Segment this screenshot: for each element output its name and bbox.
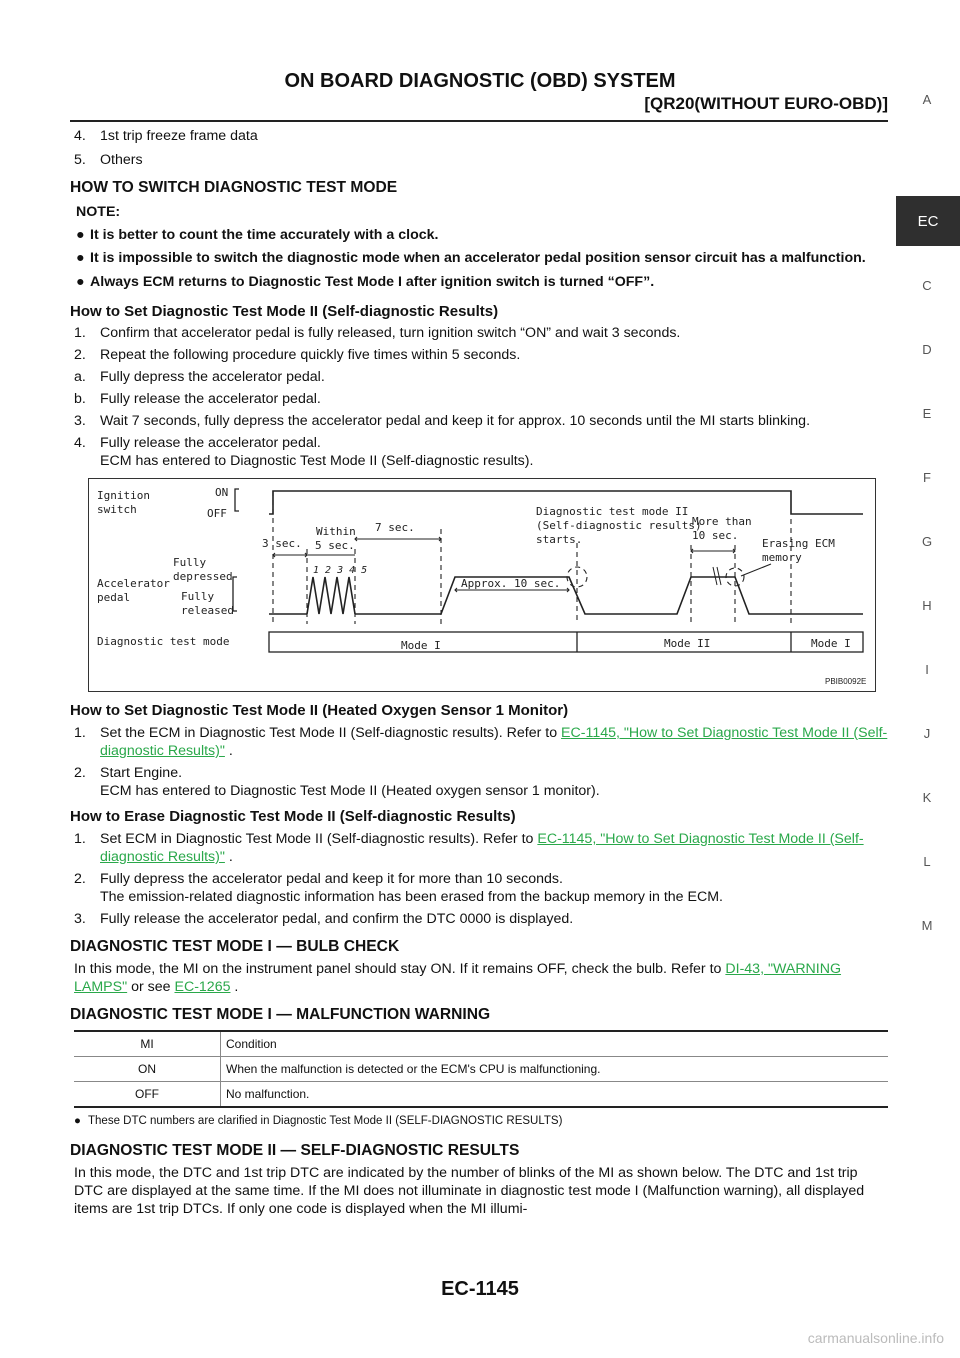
page-number: EC-1145: [441, 1278, 519, 1300]
step-item: 3. Wait 7 seconds, fully depress the accelerator pedal and keep it for approx. 10 seconds until the MI starts blinking.: [74, 413, 811, 429]
side-index-c[interactable]: C: [922, 278, 932, 293]
side-index-h[interactable]: H: [922, 598, 932, 613]
erasing-label: memory: [762, 551, 802, 564]
page-subtitle: [QR20(WITHOUT EURO-OBD)]: [644, 94, 888, 113]
three-sec-label: 3 sec.: [262, 537, 302, 550]
dtm2-label: Diagnostic test mode II: [536, 505, 689, 518]
step-item: 3. Fully release the accelerator pedal, and confirm the DTC 0000 is displayed.: [74, 911, 574, 927]
mode1-label: Mode I: [401, 639, 441, 652]
step-item: 1. Set ECM in Diagnostic Test Mode II (Self-diagnostic results). Refer to EC-1145, "How to Set Diagnostic Test Mode II (Self-diagnostic Results)" .: [74, 831, 864, 865]
figure-code: PBIB0092E: [825, 677, 867, 686]
link-ec1145[interactable]: EC-1145, "How to Set Diagnostic Test Mode II (Self-diagnostic Results)": [100, 725, 888, 759]
released-label: Fully: [181, 590, 215, 603]
link-ec1145[interactable]: EC-1145, "How to Set Diagnostic Test Mode II (Self-diagnostic Results)": [100, 831, 864, 865]
header-rule: [70, 120, 888, 122]
mode1b-label: Mode I: [811, 637, 851, 650]
section-heading: DIAGNOSTIC TEST MODE I — BULB CHECK: [70, 938, 400, 955]
timing-diagram: [88, 478, 876, 692]
side-index-i[interactable]: I: [925, 662, 929, 677]
released-label: released: [181, 604, 234, 617]
paragraph: In this mode, the DTC and 1st trip DTC are indicated by the number of blinks of the MI as shown below. The DTC and 1st trip DTC are displayed at the same time. If the MI does not illuminate in diagnostic test mode I (Malfunction warning), all displayed items are 1st trip DTCs. If only one code is displayed when the MI illumi-: [74, 1165, 865, 1217]
table-header: Condition: [221, 1031, 889, 1057]
page-content: [70, 124, 888, 1218]
ignition-label: switch: [97, 503, 137, 516]
step-item: a. Fully depress the accelerator pedal.: [74, 369, 325, 385]
step-item: 2. Start Engine. ECM has entered to Diagnostic Test Mode II (Heated oxygen sensor 1 monitor).: [74, 765, 600, 799]
more-than-label: More than: [692, 515, 752, 528]
dtm2-label: starts.: [536, 533, 583, 546]
timing-diagram-svg: [89, 479, 875, 691]
dtm2-label: (Self-diagnostic results): [536, 519, 702, 532]
watermark: carmanualsonline.info: [807, 1330, 944, 1346]
step-item: 1. Confirm that accelerator pedal is fully released, turn ignition switch “ON” and wait 3 seconds.: [74, 325, 681, 341]
table-cell: OFF: [74, 1082, 221, 1108]
side-index-j[interactable]: J: [923, 726, 931, 741]
depressed-label: Fully: [173, 556, 207, 569]
depressed-label: depressed: [173, 570, 233, 583]
section-heading: How to Erase Diagnostic Test Mode II (Self-diagnostic Results): [70, 808, 516, 825]
table-cell: ON: [74, 1057, 221, 1082]
section-heading: How to Set Diagnostic Test Mode II (Heated Oxygen Sensor 1 Monitor): [70, 702, 569, 719]
mode-row-label: Diagnostic test mode: [97, 635, 230, 648]
off-label: OFF: [207, 507, 227, 520]
side-index-ec-active[interactable]: EC: [896, 196, 960, 246]
side-index-d[interactable]: D: [922, 342, 932, 357]
link-di43[interactable]: DI-43, "WARNING LAMPS": [74, 961, 842, 995]
table-header: MI: [74, 1031, 221, 1057]
note-bullet: ● It is better to count the time accurately with a clock.: [76, 227, 439, 243]
section-heading: DIAGNOSTIC TEST MODE II — SELF-DIAGNOSTIC RESULTS: [70, 1142, 520, 1159]
side-index-a[interactable]: A: [922, 92, 932, 107]
table-footnote: ● These DTC numbers are clarified in Diagnostic Test Mode II (SELF-DIAGNOSTIC RESULTS): [74, 1115, 563, 1127]
table-header-row: [74, 1031, 888, 1057]
table-row: [74, 1057, 888, 1082]
within-label: 5 sec.: [315, 539, 355, 552]
accel-label: pedal: [97, 591, 131, 604]
within-label: Within: [316, 525, 356, 538]
side-index-g[interactable]: G: [921, 534, 933, 549]
list-item: 5. Others: [74, 152, 143, 168]
step-item: b. Fully release the accelerator pedal.: [74, 391, 321, 407]
section-heading: DIAGNOSTIC TEST MODE I — MALFUNCTION WARNING: [70, 1006, 491, 1023]
step-item: 2. Fully depress the accelerator pedal and keep it for more than 10 seconds. The emission-related diagnostic information has been erased from the backup memory in the ECM.: [74, 871, 723, 905]
ignition-label: Ignition: [97, 489, 150, 502]
table-row: [74, 1082, 888, 1108]
side-index-e[interactable]: E: [922, 406, 932, 421]
mode2-label: Mode II: [664, 637, 711, 650]
approx-label: Approx. 10 sec.: [461, 577, 561, 590]
note-bullet: ● Always ECM returns to Diagnostic Test Mode I after ignition switch is turned “OFF”.: [76, 274, 655, 290]
side-index-f[interactable]: F: [923, 470, 931, 485]
note-label: NOTE:: [76, 204, 121, 220]
table-cell: When the malfunction is detected or the ECM's CPU is malfunctioning.: [221, 1057, 889, 1082]
step-item: 1. Set the ECM in Diagnostic Test Mode II (Self-diagnostic results). Refer to EC-1145, "How to Set Diagnostic Test Mode II (Self-diagnostic Results)" .: [74, 725, 888, 759]
section-heading: How to Set Diagnostic Test Mode II (Self-diagnostic Results): [70, 303, 499, 320]
table-cell: No malfunction.: [221, 1082, 889, 1108]
paragraph: In this mode, the MI on the instrument panel should stay ON. If it remains OFF, check the bulb. Refer to DI-43, "WARNING LAMPS" or see EC-1265 .: [74, 961, 842, 995]
step-item: 4. Fully release the accelerator pedal. ECM has entered to Diagnostic Test Mode II (Self-diagnostic results).: [74, 435, 534, 469]
on-label: ON: [215, 486, 229, 499]
more-than-label: 10 sec.: [692, 529, 739, 542]
page-title: ON BOARD DIAGNOSTIC (OBD) SYSTEM: [284, 70, 676, 92]
note-bullet: ● It is impossible to switch the diagnostic mode when an accelerator pedal position sensor circuit has a malfunction.: [76, 250, 866, 266]
section-heading: HOW TO SWITCH DIAGNOSTIC TEST MODE: [70, 179, 398, 196]
mi-condition-table: [74, 1030, 888, 1108]
count-label: 1 2 3 4 5: [313, 565, 368, 576]
seven-sec-label: 7 sec.: [375, 521, 415, 534]
list-item: 4. 1st trip freeze frame data: [74, 128, 258, 144]
side-index-k[interactable]: K: [922, 790, 932, 805]
step-item: 2. Repeat the following procedure quickly five times within 5 seconds.: [74, 347, 521, 363]
accel-label: Accelerator: [97, 577, 170, 590]
side-index-m[interactable]: M: [921, 918, 933, 933]
erasing-label: Erasing ECM: [762, 537, 835, 550]
link-ec1265[interactable]: EC-1265: [174, 979, 231, 995]
side-index-l[interactable]: L: [923, 854, 931, 869]
